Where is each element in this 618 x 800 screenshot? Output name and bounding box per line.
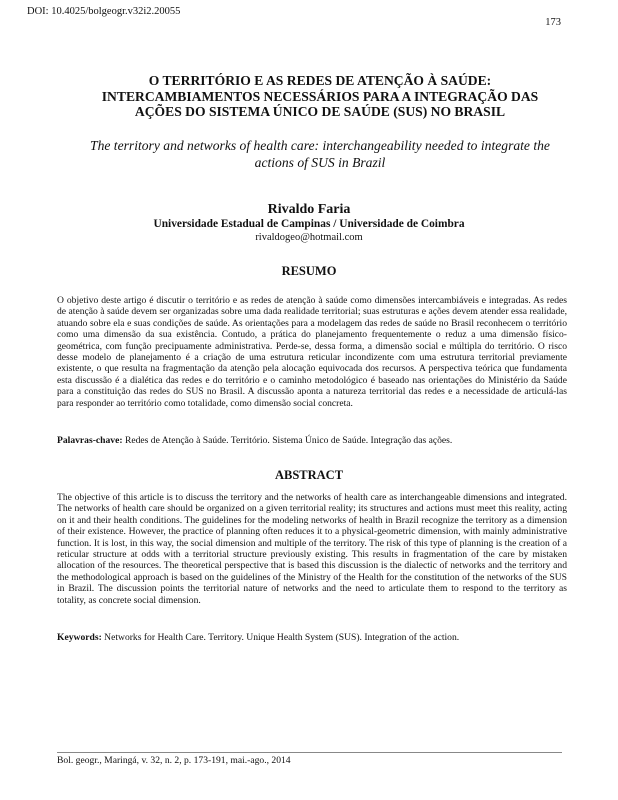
title-line-1: O TERRITÓRIO E AS REDES DE ATENÇÃO À SAÚDE:: [148, 73, 492, 88]
page-number: 173: [545, 17, 561, 28]
title-line-3: AÇÕES DO SISTEMA ÚNICO DE SAÚDE (SUS) NO BRASIL: [134, 104, 506, 119]
article-title: [60, 73, 580, 120]
abstract-body: The objective of this article is to discuss the territory and the networks of health care as interchangeable dimensions and integrated. The networks of health care should be organized on a given territorial reality; its structures and actions must meet this reality, acting on it and their health conditions. The guidelines for the modeling networks of health in Brazil recognize the territory as a dimension of their existence. However, the practice of planning often reduces it to a physical-geometric dimension, with mainly administrative function. It is lost, in this way, the social dimension and multiple of the territory. The risk of this type of planning is the creation of a reticular structure at odds with a territorial structure previously existing. This results in fragmentation of the care by mistaken allocation of the resources. The theoretical perspective that is based this discussion is the dialectic of networks and the territory and the methodological approach is based on the guidelines of the Ministry of the Health for the constitution of the networks of the SUS in Brazil. The discussion points the territorial nature of networks and the need to articulate them to respond to the territory as totality, as concrete social dimension.: [57, 492, 567, 606]
author-name: Rivaldo Faria: [267, 202, 351, 217]
palavras-chave-label: Palavras-chave:: [57, 435, 123, 446]
doi: DOI: 10.4025/bolgeogr.v32i2.20055: [27, 6, 181, 17]
english-title: [40, 137, 600, 171]
footer-rule: [57, 752, 562, 753]
title-line-2: INTERCAMBIAMENTOS NECESSÁRIOS PARA A INTEGRAÇÃO DAS: [101, 88, 539, 104]
palavras-chave-text: Redes de Atenção à Saúde. Território. Sistema Único de Saúde. Integração das ações.: [122, 435, 453, 446]
resumo-body: O objetivo deste artigo é discutir o território e as redes de atenção à saúde como dimensões intercambiáveis e integradas. As redes de atenção à saúde devem ser organizadas sobre uma dada realidade territorial; suas estruturas e ações devem atender essa realidade, atuando sobre ela e suas condições de saúde. As orientações para a modelagem das redes de saúde no Brasil reconhecem o território como uma dimensão da sua existência. Contudo, a prática do planejamento frequentemente o reduz a uma dimensão físico-geométrica, com função precipuamente administrativa. Perde-se, dessa forma, a dimensão social e múltipla do território. O risco desse modelo de planejamento é a criação de uma estrutura reticular incondizente com uma estrutura territorial previamente existente, o que resulta na fragmentação da atenção pela alocação equivocada dos recursos. A perspectiva teórica que fundamenta esta discussão é a dialética das redes e do território e o caminho metodológico é baseado nas orientações do Ministério da Saúde para a constituição das redes do SUS no Brasil. A discussão aponta a natureza territorial das redes e a necessidade de articulá-las para responder ao território como totalidade, como dimensão social concreta.: [57, 295, 567, 409]
keywords: [57, 632, 459, 643]
subtitle-line-1: The territory and networks of health care: interchangeability needed to integrate the: [90, 138, 550, 153]
resumo-heading: RESUMO: [281, 264, 337, 278]
keywords-text: Networks for Health Care. Territory. Unique Health System (SUS). Integration of the action.: [101, 632, 460, 643]
footer-citation: Bol. geogr., Maringá, v. 32, n. 2, p. 173-191, mai.-ago., 2014: [57, 755, 291, 766]
author-affiliation: Universidade Estadual de Campinas / Universidade de Coimbra: [153, 218, 465, 230]
keywords-label: Keywords:: [57, 632, 102, 643]
abstract-heading: ABSTRACT: [274, 468, 344, 482]
author-email[interactable]: rivaldogeo@hotmail.com: [255, 232, 363, 243]
subtitle-line-2: actions of SUS in Brazil: [254, 155, 386, 170]
palavras-chave: [57, 435, 452, 446]
